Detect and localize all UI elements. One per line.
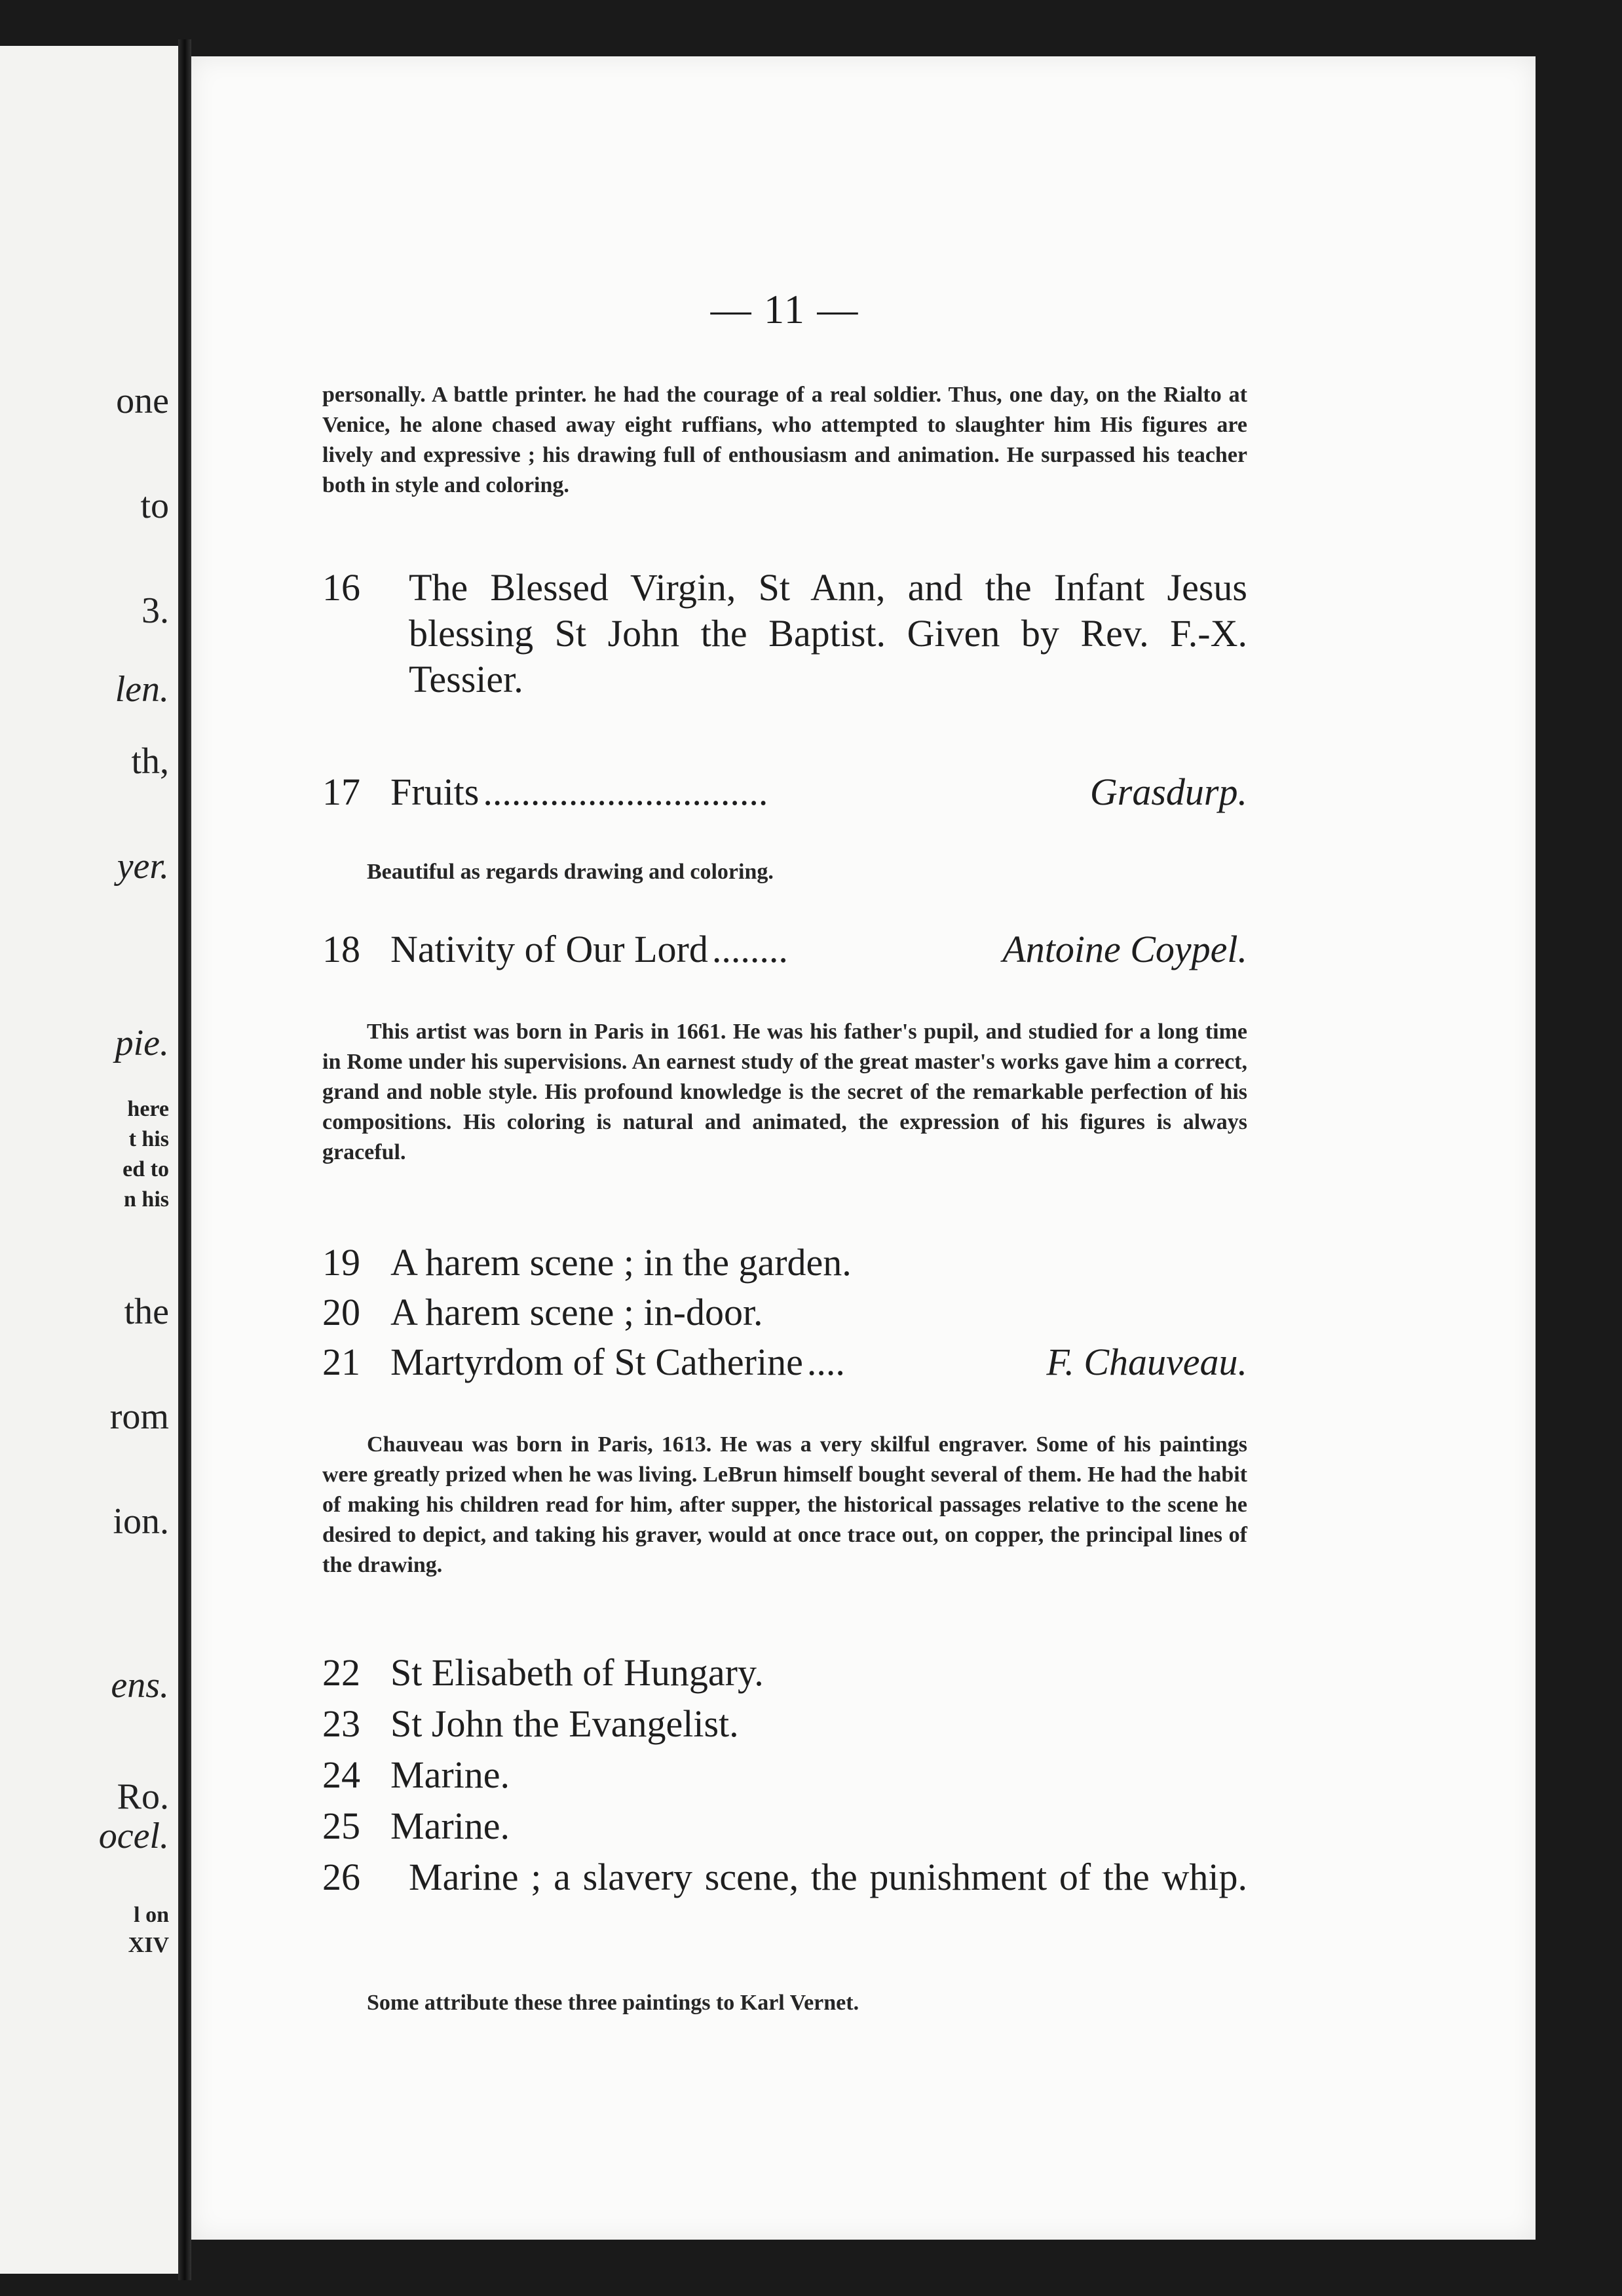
- catalog-entry-24: [322, 1752, 1247, 1798]
- entry-title: The Blessed Virgin, St Ann, and the Infant Jesus blessing St John the Baptist. Given by Rev. F.-X. Tessier.: [409, 566, 1247, 700]
- entry-number: 18: [322, 928, 360, 970]
- book-gutter: [178, 39, 191, 2280]
- entry-title: Martyrdom of St Catherine: [390, 1341, 803, 1383]
- catalog-entry-17: [322, 769, 1247, 815]
- entry-title: St Elisabeth of Hungary.: [390, 1651, 764, 1694]
- entry-title: A harem scene ; in the garden.: [390, 1241, 852, 1284]
- entry-note-21: Chauveau was born in Paris, 1613. He was a very skilful engraver. Some of his paintings were greatly prized when he was living. LeBrun himself bought several of them. He had the habit of making his children read for him, after supper, the historical passages relative to the scene he desired to depict, and taking his graver, would at once trace out, on copper, the principal lines of the drawing.: [322, 1432, 1247, 1577]
- left-fragment: th,: [131, 741, 169, 782]
- left-fragment: one: [116, 381, 169, 421]
- entry-title: Marine.: [390, 1805, 510, 1847]
- catalog-entry-16: [322, 565, 1247, 702]
- left-fragment: rom: [109, 1396, 169, 1437]
- left-fragment: len.: [115, 669, 169, 710]
- entry-artist: F. Chauveau.: [1046, 1341, 1247, 1383]
- left-fragment: ion.: [113, 1501, 169, 1542]
- entry-number: 19: [322, 1241, 360, 1284]
- left-fragment: ens.: [111, 1665, 169, 1706]
- left-fragment: ocel.: [98, 1816, 169, 1856]
- catalog-entry-20: [322, 1290, 1247, 1335]
- left-fragment: the: [124, 1292, 169, 1332]
- entry-number: 16: [322, 566, 360, 609]
- entry-number: 26: [322, 1856, 360, 1898]
- dot-leaders: ........: [711, 928, 788, 970]
- left-facing-page: [0, 46, 178, 2274]
- catalog-entry-21: [322, 1339, 1247, 1385]
- entry-number: 17: [322, 771, 360, 813]
- left-fragment: XIV: [128, 1933, 169, 1957]
- entry-title: St John the Evangelist.: [390, 1702, 739, 1745]
- entry-title: A harem scene ; in-door.: [390, 1291, 763, 1333]
- entry-number: 20: [322, 1291, 360, 1333]
- intro-note: personally. A battle printer. he had the courage of a real soldier. Thus, one day, on the Rialto at Venice, he alone chased away eight ruffians, who attempted to slaughter him His figures are lively and expressive ; his drawing full of enthousiasm and animation. He surpassed his teacher both in style and coloring.: [322, 383, 1247, 497]
- catalog-entry-26: [322, 1854, 1247, 1900]
- entry-title: Fruits: [390, 771, 480, 813]
- book-page: [191, 56, 1536, 2240]
- left-fragment: Ro.: [117, 1776, 169, 1817]
- entry-number: 22: [322, 1651, 360, 1694]
- entry-artist: Grasdurp.: [1089, 771, 1247, 813]
- entry-note-26: Some attribute these three paintings to Karl Vernet.: [367, 1991, 859, 2015]
- page-number: — 11 —: [710, 288, 859, 332]
- entry-artist: Antoine Coypel.: [1002, 928, 1247, 970]
- catalog-entry-23: [322, 1701, 1247, 1747]
- left-fragment: ed to: [123, 1157, 169, 1181]
- entry-number: 21: [322, 1341, 360, 1383]
- left-fragment: l on: [134, 1903, 169, 1927]
- left-fragment: to: [140, 486, 169, 526]
- catalog-entry-22: [322, 1650, 1247, 1696]
- left-fragment: yer.: [117, 846, 169, 887]
- entry-left: [322, 1339, 803, 1385]
- entry-title: Nativity of Our Lord: [390, 928, 708, 970]
- left-fragment: pie.: [115, 1023, 169, 1063]
- entry-note-17: Beautiful as regards drawing and coloring.: [367, 860, 774, 884]
- left-fragment: t his: [128, 1127, 169, 1151]
- entry-left: [322, 769, 479, 815]
- dot-leaders: ..............................: [483, 771, 768, 813]
- entry-note-18: This artist was born in Paris in 1661. He was his father's pupil, and studied for a long time in Rome under his supervisions. An earnest study of the great master's works gave him a correct, grand and noble style. His profound knowledge is the secret of the remarkable perfection of his compositions. His coloring is natural and animated, the expression of his figures is always graceful.: [322, 1020, 1247, 1164]
- entry-title: Marine ; a slavery scene, the punishment of the whip.: [409, 1856, 1247, 1898]
- entry-number: 25: [322, 1805, 360, 1847]
- left-fragment: 3.: [141, 590, 169, 631]
- left-fragment: n his: [124, 1187, 169, 1212]
- catalog-entry-25: [322, 1803, 1247, 1849]
- entry-number: 23: [322, 1702, 360, 1745]
- dot-leaders: ....: [806, 1341, 845, 1383]
- entry-number: 24: [322, 1753, 360, 1796]
- entry-left: [322, 927, 708, 972]
- entry-title: Marine.: [390, 1753, 510, 1796]
- catalog-entry-19: [322, 1240, 1247, 1286]
- catalog-entry-18: [322, 927, 1247, 972]
- left-fragment: here: [127, 1097, 169, 1121]
